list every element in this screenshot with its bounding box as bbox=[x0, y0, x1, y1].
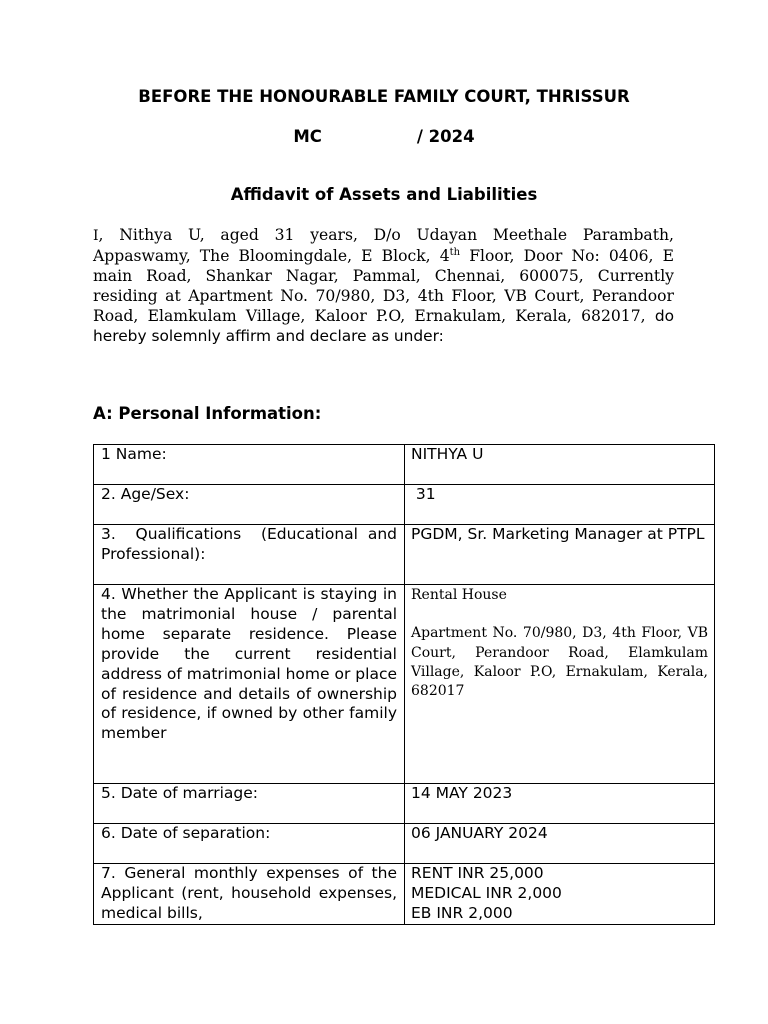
question-cell bbox=[94, 784, 405, 824]
question-cell bbox=[94, 824, 405, 864]
table-row bbox=[94, 824, 715, 864]
answer-text-line-2: Apartment No. 70/980, D3, 4th Floor, VB Court, Perandoor Road, Elamkulam Village, Kaloor P.O, Ernakulam, Kerala, 682017 bbox=[411, 625, 708, 700]
personal-info-table bbox=[93, 444, 715, 925]
table-row bbox=[94, 485, 715, 525]
case-suffix: / 2024 bbox=[416, 127, 475, 146]
answer-text-line-1: Rental House bbox=[411, 587, 507, 603]
intro-cap-letter: I bbox=[93, 228, 99, 244]
answer-cell bbox=[405, 784, 715, 824]
answer-cell bbox=[405, 824, 715, 864]
court-title: BEFORE THE HONOURABLE FAMILY COURT, THRISSUR bbox=[138, 87, 630, 106]
answer-text: PGDM, Sr. Marketing Manager at PTPL bbox=[411, 525, 705, 543]
question-cell bbox=[94, 485, 405, 525]
question-text: 6. Date of separation: bbox=[101, 824, 271, 842]
answer-text: NITHYA U bbox=[411, 445, 484, 463]
intro-paragraph bbox=[93, 226, 674, 346]
question-cell bbox=[94, 525, 405, 585]
answer-cell bbox=[405, 585, 715, 784]
expense-line: EB INR 2,000 bbox=[411, 903, 513, 922]
section-heading-personal-info: A: Personal Information: bbox=[93, 404, 322, 423]
answer-text: 06 JANUARY 2024 bbox=[411, 824, 548, 842]
answer-cell bbox=[405, 864, 715, 925]
expense-line: MEDICAL INR 2,000 bbox=[411, 883, 562, 902]
answer-text bbox=[405, 864, 714, 924]
table-row bbox=[94, 525, 715, 585]
question-text: 3. Qualifications (Educational and Professional): bbox=[101, 525, 402, 563]
intro-superscript: th bbox=[449, 246, 461, 258]
table-row bbox=[94, 445, 715, 485]
answer-text: 31 bbox=[411, 485, 436, 503]
question-text: 5. Date of marriage: bbox=[101, 784, 259, 802]
intro-part-2: Floor, Door No: 0406, E main Road, Shankar Nagar, Pammal, Chennai, 600075, Currently residing at Apartment No. 70/980, D3, 4th Floor, VB Court, Perandoor Road, Elamkulam Village, Kaloor P.O, Ernakulam, Kerala, 682017, bbox=[93, 246, 674, 325]
intro-part-1: , Nithya U, aged 31 years, D/o Udayan Meethale Parambath, Appaswamy, The Bloomingdale, E Block, 4 bbox=[93, 226, 674, 265]
answer-cell bbox=[405, 525, 715, 585]
intro-part-3: do hereby solemnly affirm and declare as under: bbox=[93, 306, 675, 345]
question-cell bbox=[94, 864, 405, 925]
question-text: 4. Whether the Applicant is staying in the matrimonial house / parental home separate residence. Please provide the current residential address of matrimonial home or place of residence and details of ownership of residence, if owned by other family member bbox=[101, 585, 397, 743]
expense-line: RENT INR 25,000 bbox=[411, 864, 544, 882]
question-cell bbox=[94, 585, 405, 784]
answer-cell bbox=[405, 485, 715, 525]
table-row bbox=[94, 784, 715, 824]
question-cell bbox=[94, 445, 405, 485]
affidavit-title: Affidavit of Assets and Liabilities bbox=[230, 185, 538, 204]
answer-text: 14 MAY 2023 bbox=[411, 784, 513, 802]
question-text: 7. General monthly expenses of the Applicant (rent, household expenses, medical bills, bbox=[101, 864, 397, 922]
table-row bbox=[94, 585, 715, 784]
case-number bbox=[0, 127, 768, 146]
table-row bbox=[94, 864, 715, 925]
question-text: 1 Name: bbox=[101, 445, 167, 463]
question-text: 2. Age/Sex: bbox=[101, 485, 190, 503]
case-prefix: MC bbox=[293, 127, 322, 146]
answer-cell bbox=[405, 445, 715, 485]
